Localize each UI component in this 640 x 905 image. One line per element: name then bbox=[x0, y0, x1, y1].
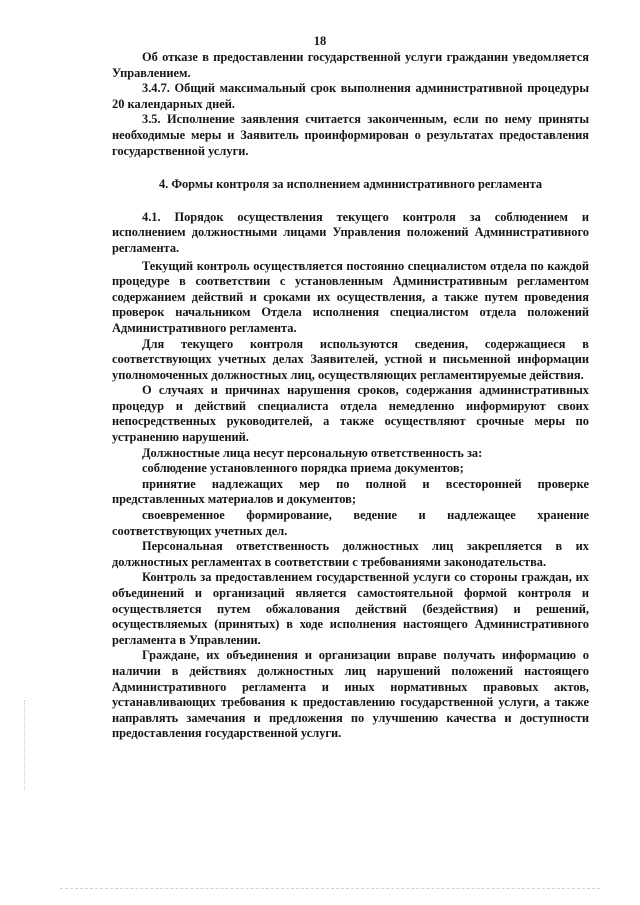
paragraph-3-5: 3.5. Исполнение заявления считается законченным, если по нему приняты необходимые меры и Заявитель проинформирован о результатах предоставления государственной услуги. bbox=[112, 112, 589, 158]
paragraph-violations: О случаях и причинах нарушения сроков, содержания административных процедур и действий специалиста отдела немедленно информируют своих непосредственных руководителей, а также осуществляют срочные меры по устранению нарушений. bbox=[112, 383, 589, 445]
paragraph-personal-responsibility: Персональная ответственность должностных лиц закрепляется в их должностных регламентах в соответствии с требованиями законодательства. bbox=[112, 539, 589, 569]
paragraph-4-1: 4.1. Порядок осуществления текущего контроля за соблюдением и исполнением должностными лицами Управления положений Административного регламента. bbox=[112, 209, 589, 255]
paragraph-3-4-7: 3.4.7. Общий максимальный срок выполнения административной процедуры 20 календарных дней. bbox=[112, 81, 589, 111]
scan-margin-marks bbox=[24, 700, 35, 790]
paragraph-public-control: Контроль за предоставлением государственной услуги со стороны граждан, их объединений и организаций является самостоятельной формой контроля и осуществляется путем обжалования действий (бездействия) и решений, осуществляемых (принятых) в ходе исполнения настоящего Административного регламента в Управлении. bbox=[112, 570, 589, 647]
paragraph-refusal-notice: Об отказе в предоставлении государственной услуги гражданин уведомляется Управлением. bbox=[112, 50, 589, 80]
document-body bbox=[112, 50, 589, 742]
list-item-document-intake: соблюдение установленного порядка приема документов; bbox=[142, 461, 464, 476]
paragraph-control-sources: Для текущего контроля используются сведения, содержащиеся в соответствующих учетных делах Заявителей, устной и письменной информации уполномоченных должностных лиц, осуществляющих регламентируемые действия. bbox=[112, 336, 589, 382]
paragraph-citizens-rights: Граждане, их объединения и организации вправе получать информацию о наличии в действиях должностных лиц нарушений положений настоящего Административного регламента и иных нормативных правовых актов, устанавливающих требования к предоставлению государственной услуги, а также направлять замечания и предложения по улучшению качества и доступности предоставления государственной услуги. bbox=[112, 648, 589, 741]
paragraph-current-control: Текущий контроль осуществляется постоянно специалистом отдела по каждой процедуре в соответствии с установленным Административным регламентом содержанием действий и сроками их осуществления, а также путем проведения проверок начальником Отдела исполнения специалистом отдела положений Административного регламента. bbox=[112, 258, 589, 335]
scan-bottom-edge bbox=[60, 888, 600, 889]
list-item-records: своевременное формирование, ведение и надлежащее хранение соответствующих учетных дел. bbox=[112, 508, 589, 538]
section-title: 4. Формы контроля за исполнением административного регламента bbox=[158, 177, 543, 192]
page-number: 18 bbox=[313, 34, 327, 48]
list-item-verification: принятие надлежащих мер по полной и всесторонней проверке представленных материалов и документов; bbox=[112, 476, 589, 507]
paragraph-responsibility: Должностные лица несут персональную ответственность за: bbox=[142, 445, 483, 460]
